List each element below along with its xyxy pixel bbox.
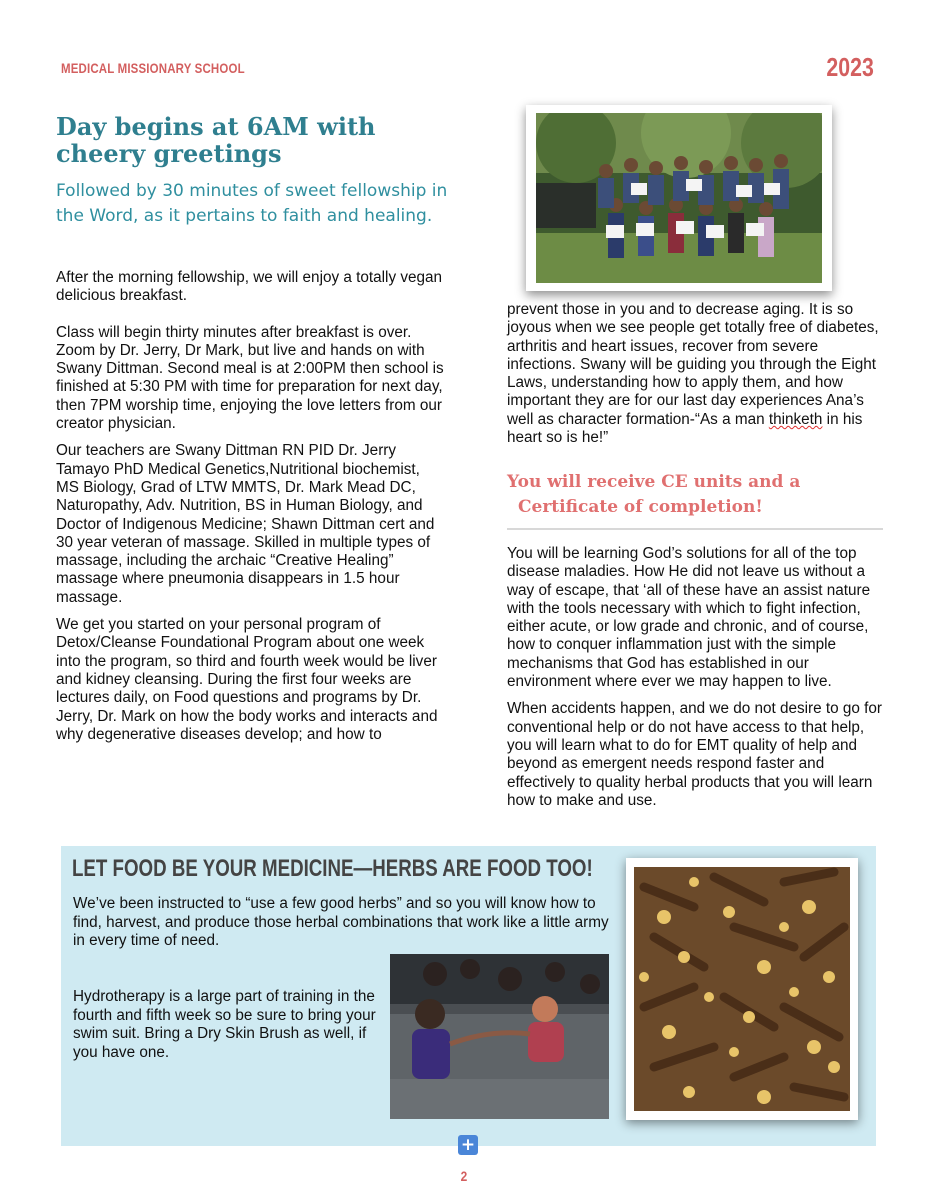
paragraph-healing xyxy=(507,301,887,447)
add-page-button[interactable]: + xyxy=(458,1135,478,1155)
page-number: 2 xyxy=(460,1168,468,1184)
paragraph-healing-text: prevent those in you and to decrease aging. It is so joyous when we see people get totally free of diabetes, arthritis and heart issues, recover from severe infections. Swany will be guiding you through the Eight Laws, understanding how to apply them, and how important they are for our last day experiences Ana’s well as character formation-“As a man xyxy=(507,301,879,428)
ce-units-banner xyxy=(507,470,877,520)
paragraph-healing-end: in his heart so is he!” xyxy=(507,410,863,447)
hydrotherapy-photo xyxy=(390,954,609,1119)
ce-banner-line1: You will receive CE units and a xyxy=(507,472,801,492)
paragraph-accidents: When accidents happen, and we do not desire to go for conventional help or do not have access to that help, you will learn what to do for EMT quality of help and beyond as emergent needs respond faster and effectively to quality herbal products that you will learn how to make and use. xyxy=(507,700,883,809)
left-column xyxy=(56,269,446,753)
herbs-section-title: LET FOOD BE YOUR MEDICINE—HERBS ARE FOOD TOO! xyxy=(72,855,593,882)
herbs-paragraph: We’ve been instructed to “use a few good herbs” and so you will know how to find, harvest, and produce those herbal combinations that work like a little army in every time of need. xyxy=(73,895,609,949)
paragraph-teachers: Our teachers are Swany Dittman RN PID Dr. Jerry Tamayo PhD Medical Genetics,Nutritional biochemist, MS Biology, Grad of LTW MMTS, Dr. Mark Mead DC, Naturopathy, Adv. Nutrition, BS in Human Biology, and Doctor of Indigenous Medicine; Shawn Dittman cert and 30 year veteran of massage. Skilled in multiple types of massage, including the archaic “Creative Healing” massage where pneumonia disappears in 1.5 hour massage. xyxy=(56,442,435,606)
licorice-root-photo xyxy=(626,858,858,1120)
divider xyxy=(507,528,883,530)
right-column-continued xyxy=(507,301,887,456)
intro-title: Day begins at 6AM with cheery greetings xyxy=(56,112,376,168)
licorice-root-image xyxy=(634,867,850,1111)
group-photo xyxy=(526,105,832,291)
paragraph-solutions: You will be learning God’s solutions for all of the top disease maladies. How He did not leave us without a way of escape, that ‘all of these have an assist nature with the tools necessary with which to fight infection, either acute, or low grade and chronic, and of course, how to conquer inflammation just with the simple mechanisms that God has established in our environment where ever we may happen to live. xyxy=(507,545,871,691)
paragraph-breakfast: After the morning fellowship, we will enjoy a totally vegan delicious breakfast. xyxy=(56,269,443,305)
group-photo-image xyxy=(536,113,822,283)
intro-subtitle: Followed by 30 minutes of sweet fellowship in the Word, as it pertains to faith and healing. xyxy=(56,181,448,226)
paragraph-schedule: Class will begin thirty minutes after breakfast is over. Zoom by Dr. Jerry, Dr Mark, but live and hands on with Swany Dittman. Second meal is at 2:00PM then school is finished at 5:30 PM with time for preparation for next day, then 7PM worship time, enjoying the love letters from our creator physician. xyxy=(56,323,444,433)
hydrotherapy-photo-image xyxy=(390,954,609,1119)
paragraph-detox-program: We get you started on your personal program of Detox/Cleanse Foundational Program about one week into the program, so third and fourth week would be liver and kidney cleansing. During the first four weeks are lectures daily, on Food questions and programs by Dr. Jerry, Dr. Mark on how the body works and interacts and why degenerative diseases develop; and how to xyxy=(56,616,438,743)
spellcheck-word[interactable]: thinketh xyxy=(768,410,823,428)
hydrotherapy-paragraph: Hydrotherapy is a large part of training in the fourth and fifth week so be sure to bring your swim suit. Bring a Dry Skin Brush as well, if you have one. xyxy=(73,988,376,1061)
ce-banner-line2: Certificate of completion! xyxy=(518,497,763,517)
header-year: 2023 xyxy=(826,52,874,82)
right-column-lower xyxy=(507,545,887,819)
header-school-name: MEDICAL MISSIONARY SCHOOL xyxy=(61,60,245,76)
